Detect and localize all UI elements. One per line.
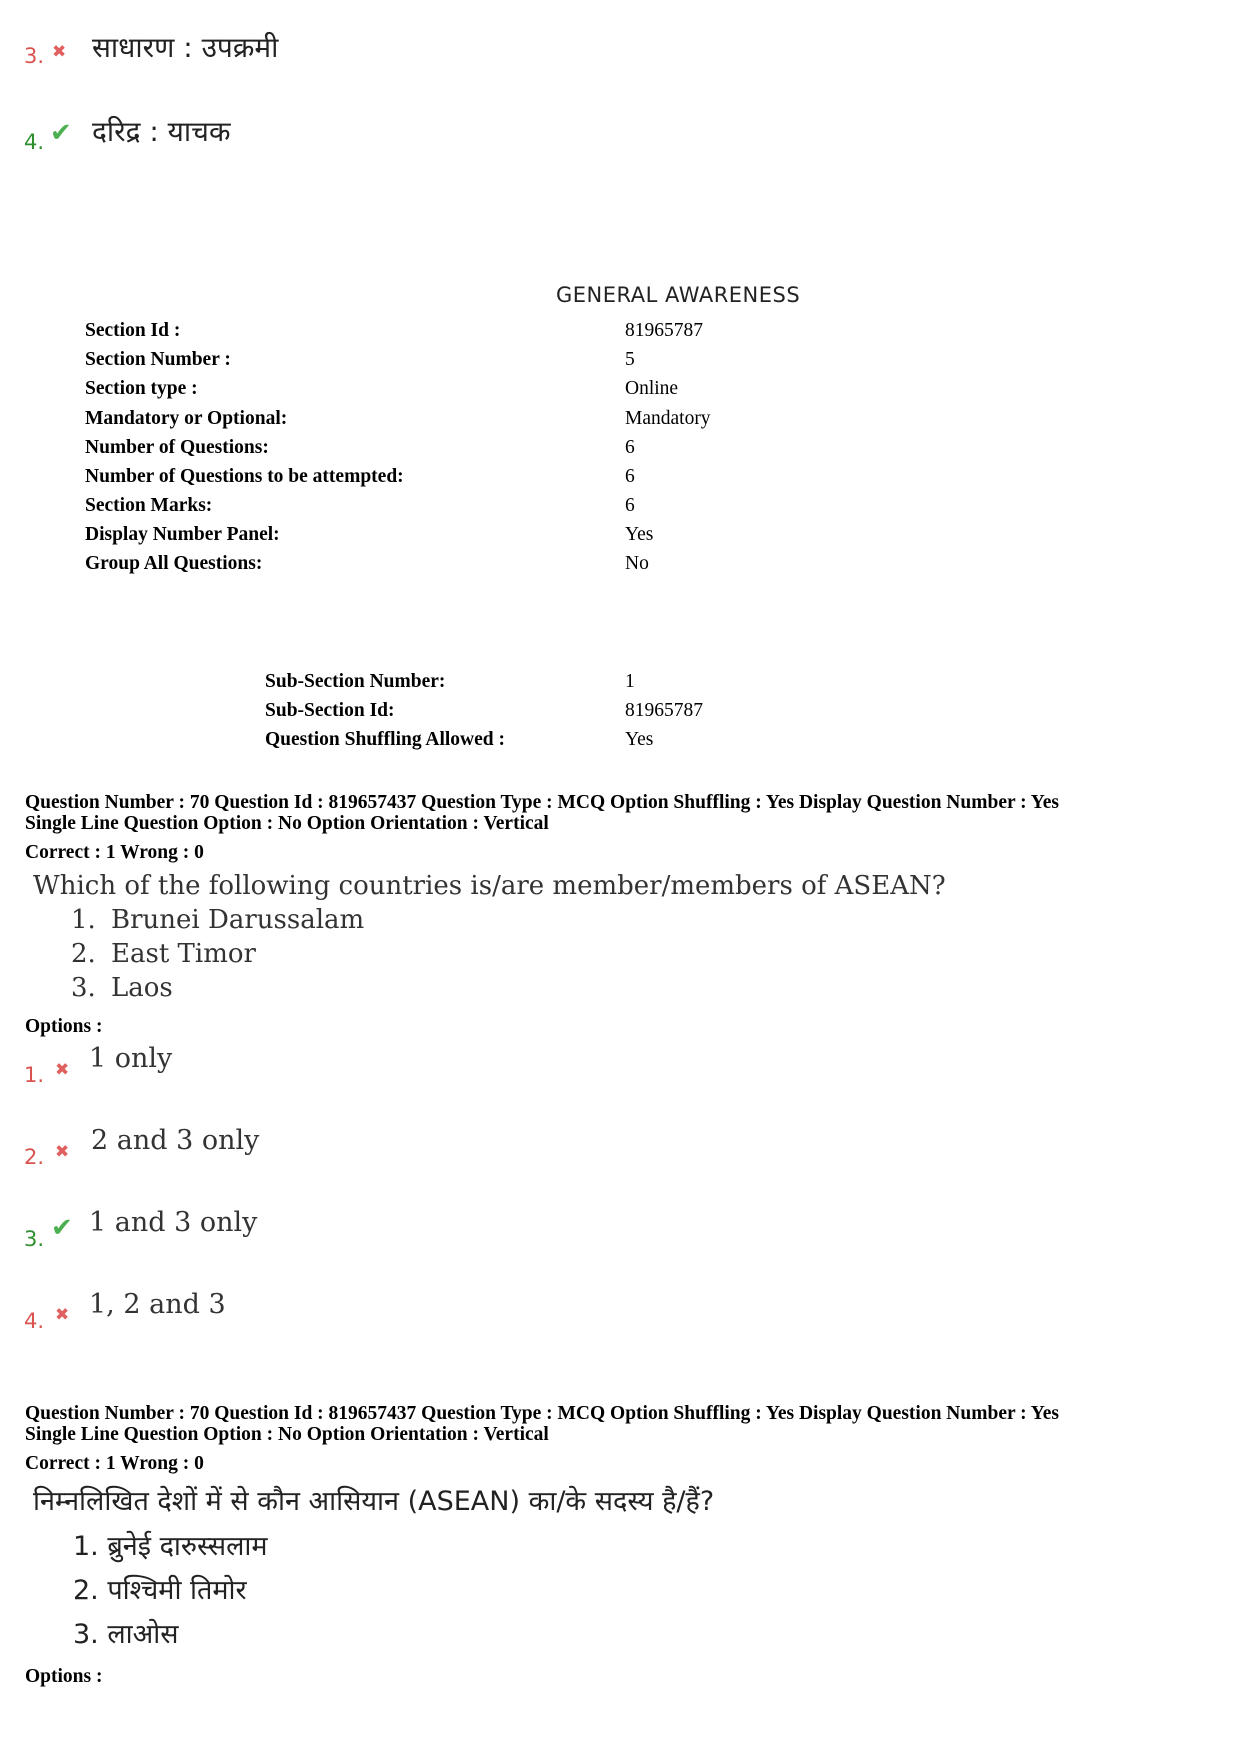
option-text: 1, 2 and 3 <box>89 1289 226 1320</box>
group-questions-label: Group All Questions: <box>85 553 263 574</box>
option-number: 3. <box>24 1227 45 1251</box>
option-number: 1. <box>24 1063 45 1087</box>
question-score: Correct : 1 Wrong : 0 <box>25 842 204 863</box>
question-item-number: 3. <box>71 973 96 1003</box>
correct-check-icon: ✔ <box>51 1213 73 1243</box>
wrong-cross-icon: ✖ <box>55 1060 70 1080</box>
wrong-cross-icon: ✖ <box>55 1142 70 1162</box>
option-text: 1 and 3 only <box>89 1207 258 1238</box>
wrong-cross-icon: ✖ <box>52 42 67 62</box>
correct-check-icon: ✔ <box>50 118 72 148</box>
options-label: Options : <box>25 1016 103 1037</box>
section-id-label: Section Id : <box>85 320 181 341</box>
option-number: 4. <box>24 1309 45 1333</box>
display-panel-value: Yes <box>625 524 654 545</box>
question-meta-line2: Single Line Question Option : No Option Orientation : Vertical <box>25 813 549 834</box>
question-item-text: Brunei Darussalam <box>111 905 365 935</box>
question-meta-line1: Question Number : 70 Question Id : 819657437 Question Type : MCQ Option Shuffling : Yes Display Question Number : Yes <box>25 792 1059 813</box>
section-number-label: Section Number : <box>85 349 231 370</box>
question-score: Correct : 1 Wrong : 0 <box>25 1453 204 1474</box>
question-meta-line1: Question Number : 70 Question Id : 819657437 Question Type : MCQ Option Shuffling : Yes Display Question Number : Yes <box>25 1403 1059 1424</box>
num-attempt-label: Number of Questions to be attempted: <box>85 466 404 487</box>
option-text: 1 only <box>89 1043 173 1074</box>
shuffling-label: Question Shuffling Allowed : <box>265 729 506 750</box>
option-number: 2. <box>24 1145 45 1169</box>
section-marks-value: 6 <box>625 495 635 516</box>
num-questions-value: 6 <box>625 437 635 458</box>
section-type-label: Section type : <box>85 378 198 399</box>
question-text: Which of the following countries is/are member/members of ASEAN? <box>33 871 946 901</box>
subsection-id-value: 81965787 <box>625 700 703 721</box>
option-text: दरिद्र : याचक <box>92 115 231 148</box>
mandatory-label: Mandatory or Optional: <box>85 408 288 429</box>
question-item-text: Laos <box>111 973 173 1003</box>
question-item-text: 3. लाओस <box>73 1619 179 1650</box>
section-number-value: 5 <box>625 349 635 370</box>
num-attempt-value: 6 <box>625 466 635 487</box>
options-label: Options : <box>25 1666 103 1687</box>
mandatory-value: Mandatory <box>625 408 711 429</box>
question-meta-line2: Single Line Question Option : No Option Orientation : Vertical <box>25 1424 549 1445</box>
option-text: 2 and 3 only <box>91 1125 260 1156</box>
section-type-value: Online <box>625 378 679 399</box>
option-number: 4. <box>24 130 45 154</box>
num-questions-label: Number of Questions: <box>85 437 269 458</box>
wrong-cross-icon: ✖ <box>55 1305 70 1325</box>
shuffling-value: Yes <box>625 729 654 750</box>
display-panel-label: Display Number Panel: <box>85 524 280 545</box>
question-item-text: 2. पश्चिमी तिमोर <box>73 1575 247 1606</box>
question-item-text: 1. ब्रुनेई दारुस्सलाम <box>73 1531 268 1562</box>
question-item-text: East Timor <box>111 939 256 969</box>
option-number: 3. <box>24 44 45 68</box>
section-title: GENERAL AWARENESS <box>556 283 801 307</box>
subsection-number-label: Sub-Section Number: <box>265 671 446 692</box>
question-text: निम्नलिखित देशों में से कौन आसियान (ASEAN) का/के सदस्य है/हैं? <box>33 1486 715 1517</box>
subsection-number-value: 1 <box>625 671 635 692</box>
option-text: साधारण : उपक्रमी <box>92 31 279 64</box>
subsection-id-label: Sub-Section Id: <box>265 700 395 721</box>
question-item-number: 1. <box>71 905 96 935</box>
group-questions-value: No <box>625 553 649 574</box>
section-id-value: 81965787 <box>625 320 703 341</box>
section-marks-label: Section Marks: <box>85 495 213 516</box>
question-item-number: 2. <box>71 939 96 969</box>
